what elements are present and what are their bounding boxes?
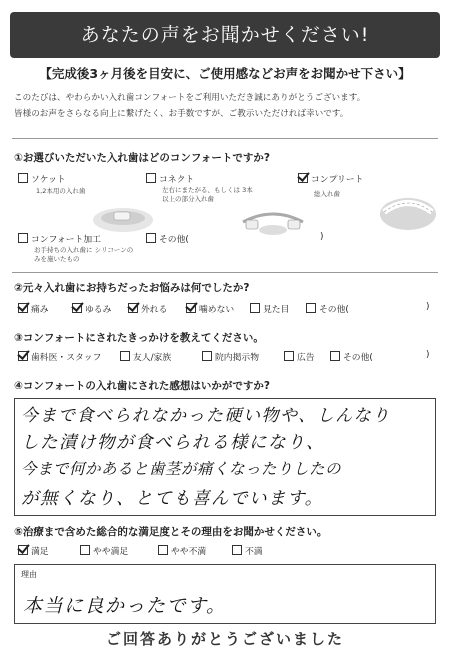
option-label: やや満足 [93, 547, 129, 557]
option-label: 院内掲示物 [215, 353, 259, 363]
option-label: 見た目 [263, 305, 290, 315]
option-friend-family[interactable] [120, 350, 171, 363]
checkbox[interactable] [250, 303, 260, 313]
checkbox[interactable] [18, 303, 28, 313]
denture-photo-complete [376, 188, 440, 234]
handwritten-answer-line: 今まで食べられなかった硬い物や、しんなり [21, 406, 391, 426]
option-label: 歯科医・スタッフ [31, 353, 102, 363]
checkbox[interactable] [146, 233, 156, 243]
option-label: その他( [159, 235, 189, 245]
option-loose[interactable] [72, 302, 111, 315]
option-somewhat-dissatisfied[interactable] [158, 544, 206, 557]
checkbox[interactable] [80, 545, 90, 555]
other-close-paren: ) [320, 232, 324, 242]
handwritten-reason: 本当に良かったです。 [23, 595, 227, 617]
option-label: 不満 [245, 547, 263, 557]
handwritten-answer-line: した漬け物が食べられる様になり、 [21, 433, 325, 453]
checkbox[interactable] [128, 303, 138, 313]
option-label: ゆるみ [85, 305, 112, 315]
checkbox[interactable] [330, 351, 340, 361]
reason-label: 理由 [21, 570, 37, 579]
other-close-paren: ) [426, 350, 430, 360]
option-note: 1,2本用の入れ歯 [36, 187, 86, 195]
option-label: 満足 [31, 547, 49, 557]
checkbox[interactable] [186, 303, 196, 313]
option-label: その他( [343, 353, 373, 363]
option-label: コンプリート [311, 175, 364, 185]
option-label: 友人/家族 [133, 353, 172, 363]
question-3: ③コンフォートにされたきっかけを教えてください。 [14, 332, 264, 344]
option-cannot-chew[interactable] [186, 302, 234, 315]
option-dissatisfied[interactable] [232, 544, 263, 557]
option-label: 広告 [297, 353, 315, 363]
checkbox[interactable] [72, 303, 82, 313]
denture-photo-connect [238, 204, 308, 240]
option-label: ソケット [31, 175, 66, 185]
question-2: ②元々入れ歯にお持ちだったお悩みは何でしたか? [14, 282, 250, 294]
option-somewhat-satisfied[interactable] [80, 544, 128, 557]
option-dentist-staff[interactable] [18, 350, 101, 363]
option-other[interactable] [306, 302, 349, 315]
subtitle: 【完成後3ヶ月後を目安に、ご使用感などお声をお聞かせ下さい】 [39, 66, 411, 81]
option-clinic-poster[interactable] [202, 350, 259, 363]
divider [12, 272, 438, 273]
checkbox[interactable] [120, 351, 130, 361]
checkbox[interactable] [18, 173, 28, 183]
option-label: 痛み [31, 305, 49, 315]
option-label: 外れる [141, 305, 168, 315]
option-complete[interactable] [298, 172, 363, 185]
option-pain[interactable] [18, 302, 49, 315]
option-comfort-processing[interactable] [18, 232, 101, 245]
checkbox[interactable] [158, 545, 168, 555]
option-label: やや不満 [171, 547, 207, 557]
impression-answer-box[interactable] [14, 398, 436, 516]
option-label: コネクト [159, 175, 195, 185]
divider [12, 138, 438, 139]
intro-line: このたびは、やわらかい入れ歯コンフォートをご利用いただき誠にありがとうございます。 [14, 93, 366, 103]
question-1: ①お選びいただいた入れ歯はどのコンフォートですか? [14, 152, 270, 164]
option-note: 左右にまたがる、もしくは 3本以上の部分入れ歯 [162, 186, 253, 203]
checkbox[interactable] [202, 351, 212, 361]
checkbox[interactable] [18, 233, 28, 243]
option-socket[interactable] [18, 172, 66, 185]
checkbox[interactable] [306, 303, 316, 313]
checkbox[interactable] [232, 545, 242, 555]
option-other[interactable] [330, 350, 373, 363]
other-close-paren: ) [426, 302, 430, 312]
page-title: あなたの声をお聞かせください! [10, 12, 440, 58]
question-4: ④コンフォートの入れ歯にされた感想はいかがですか? [14, 380, 270, 392]
option-connect[interactable] [146, 172, 194, 185]
intro-line: 皆様のお声をさらなる向上に繋げたく、お手数ですが、ご教示いただければ幸いです。 [14, 109, 349, 119]
checkbox[interactable] [146, 173, 156, 183]
option-satisfied[interactable] [18, 544, 49, 557]
option-label: その他( [319, 305, 349, 315]
checkbox[interactable] [298, 173, 308, 183]
option-appearance[interactable] [250, 302, 289, 315]
option-note: 総入れ歯 [314, 190, 340, 198]
checkbox[interactable] [284, 351, 294, 361]
option-label: 噛めない [199, 305, 235, 315]
option-advertisement[interactable] [284, 350, 315, 363]
question-5: ⑤治療まで含めた総合的な満足度とその理由をお聞かせください。 [14, 526, 328, 538]
checkbox[interactable] [18, 351, 28, 361]
handwritten-answer-line: が無くなり、とても喜んでいます。 [21, 489, 324, 509]
intro-text [14, 90, 440, 122]
option-falls-out[interactable] [128, 302, 167, 315]
checkbox[interactable] [18, 545, 28, 555]
thanks-message: ご回答ありがとうございました [105, 630, 344, 648]
option-note: お手持ちの入れ歯に シリコーンのみを施いたもの [34, 246, 134, 263]
option-label: コンフォート加工 [31, 235, 101, 245]
reason-box[interactable] [14, 564, 436, 624]
handwritten-answer-line: 今まで何かあると歯茎が痛くなったりしたの [21, 460, 342, 478]
option-other[interactable] [146, 232, 189, 245]
